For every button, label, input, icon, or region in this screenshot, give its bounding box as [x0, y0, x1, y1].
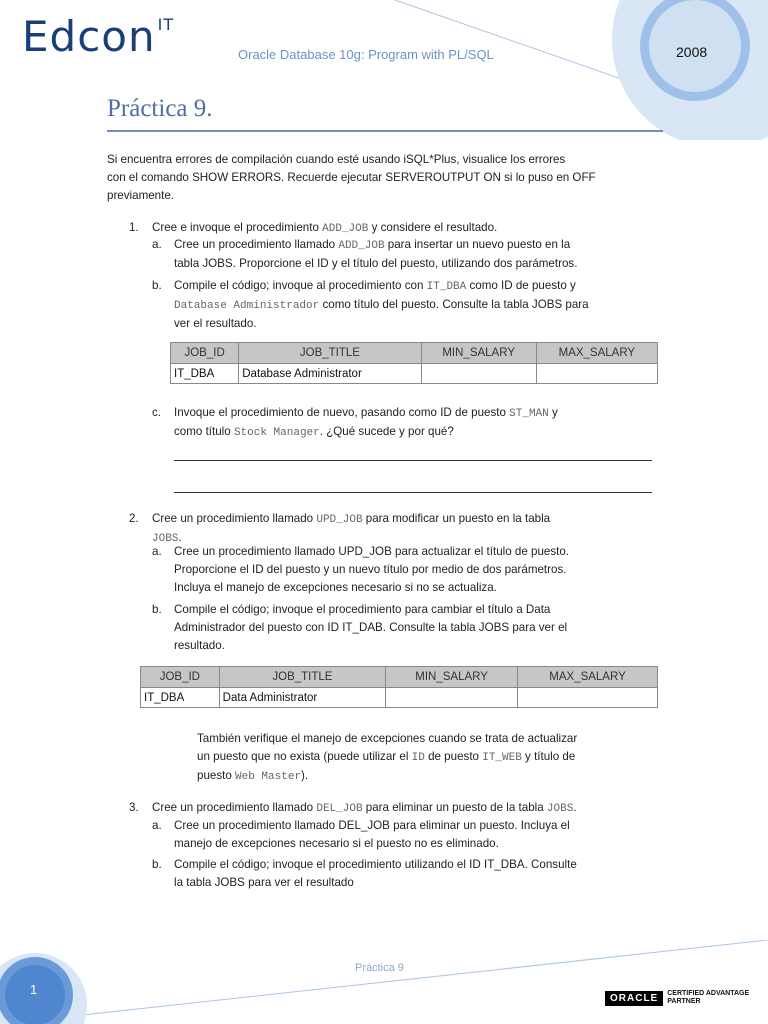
- text: de puesto: [424, 750, 483, 763]
- text: y título de: [521, 750, 576, 763]
- line: Administrador del puesto con ID IT_DAB. Consulte la tabla JOBS para ver el: [174, 621, 568, 634]
- col-job-id: JOB_ID: [171, 343, 239, 364]
- cell: [536, 364, 657, 384]
- text: para modificar un puesto en la tabla: [362, 512, 551, 525]
- intro-line: Si encuentra errores de compilación cuando esté usando iSQL*Plus, visualice los errores: [107, 153, 566, 166]
- line: [174, 404, 664, 423]
- item1b-label: b.: [152, 279, 162, 292]
- item2-note: [197, 730, 667, 786]
- logo-super: IT: [157, 15, 175, 34]
- jobs-table-2: [140, 666, 658, 708]
- text: Invoque el procedimiento de nuevo, pasando como ID de puesto: [174, 406, 510, 419]
- col-max-salary: MAX_SALARY: [536, 343, 657, 364]
- item3b-label: b.: [152, 858, 162, 871]
- code: Web Master: [235, 771, 302, 783]
- table-row: [141, 688, 658, 708]
- line: [174, 277, 664, 296]
- code: ST_MAN: [509, 408, 549, 420]
- cell: [421, 364, 536, 384]
- code: Database Administrador: [174, 300, 320, 312]
- code: JOBS: [152, 533, 179, 545]
- line: También verifique el manejo de excepciones cuando se trata de actualizar: [197, 732, 578, 745]
- line: [174, 423, 664, 442]
- text: . ¿Qué sucede y por qué?: [319, 425, 454, 438]
- text: como ID de puesto y: [466, 279, 576, 292]
- line: la tabla JOBS para ver el resultado: [174, 876, 354, 889]
- code: ID: [411, 752, 425, 764]
- header-subtitle: Oracle Database 10g: Program with PL/SQL: [238, 47, 494, 62]
- partner-text: [667, 990, 749, 1006]
- answer-line: [174, 492, 652, 493]
- item3a-label: a.: [152, 819, 162, 832]
- item1c-label: c.: [152, 406, 162, 419]
- jobs-table-1: [170, 342, 658, 384]
- table-header-row: [171, 343, 658, 364]
- page-title: Práctica 9.: [107, 95, 213, 122]
- line: ver el resultado.: [174, 317, 257, 330]
- item3-heading: [152, 799, 662, 818]
- text: Cree un procedimiento llamado: [152, 801, 317, 814]
- line: Compile el código; invoque el procedimiento para cambiar el título a Data: [174, 603, 551, 616]
- item2-number: 2.: [129, 512, 139, 525]
- intro-line: previamente.: [107, 189, 175, 202]
- item1c-text: [174, 404, 664, 442]
- text: ).: [301, 769, 309, 782]
- line: manejo de excepciones necesario si el puesto no es eliminado.: [174, 837, 499, 850]
- item2a-label: a.: [152, 545, 162, 558]
- oracle-partner-logo: [605, 990, 749, 1006]
- code: JOBS: [546, 803, 574, 815]
- cell: [518, 688, 658, 708]
- cell: IT_DBA: [171, 364, 239, 384]
- code: UPD_JOB: [316, 514, 363, 526]
- line: [197, 767, 667, 786]
- line: [152, 510, 662, 529]
- text: puesto: [197, 769, 236, 782]
- text: para insertar un nuevo puesto en la: [384, 238, 571, 251]
- cell: Database Administrator: [239, 364, 421, 384]
- line: Compile el código; invoque el procedimiento utilizando el ID IT_DBA. Consulte: [174, 858, 577, 871]
- text: Cree un procedimiento llamado: [174, 238, 339, 251]
- partner-line: CERTIFIED ADVANTAGE: [667, 990, 750, 997]
- line: Cree un procedimiento llamado UPD_JOB para actualizar el título de puesto.: [174, 545, 570, 558]
- page-number: 1: [30, 982, 38, 997]
- code: ADD_JOB: [322, 223, 369, 235]
- text: como título: [174, 425, 234, 438]
- table-header-row: [141, 667, 658, 688]
- intro-paragraph: [107, 151, 667, 205]
- answer-line: [174, 460, 652, 461]
- line: [174, 236, 664, 255]
- text: .: [178, 531, 182, 544]
- intro-line: con el comando SHOW ERRORS. Recuerde ejecutar SERVEROUTPUT ON si lo puso en OFF: [107, 171, 596, 184]
- table-row: [171, 364, 658, 384]
- line: tabla JOBS. Proporcione el ID y el título del puesto, utilizando dos parámetros.: [174, 257, 578, 270]
- item1a-text: [174, 236, 664, 273]
- line: Cree un procedimiento llamado DEL_JOB para eliminar un puesto. Incluya el: [174, 819, 570, 832]
- code: IT_DBA: [426, 281, 467, 293]
- logo-text: Edcon: [22, 12, 156, 61]
- footer-decoration: [0, 940, 768, 1024]
- code: DEL_JOB: [316, 803, 363, 815]
- code: Stock Manager: [233, 427, 320, 439]
- line: resultado.: [174, 639, 225, 652]
- text: y: [548, 406, 558, 419]
- col-min-salary: MIN_SALARY: [421, 343, 536, 364]
- code: IT_WEB: [482, 752, 522, 764]
- cell: IT_DBA: [141, 688, 220, 708]
- edcon-logo: [22, 12, 175, 61]
- item3-number: 3.: [129, 801, 139, 814]
- item1-number: 1.: [129, 221, 139, 234]
- line: Proporcione el ID del puesto y un nuevo título por medio de dos parámetros.: [174, 563, 567, 576]
- partner-line: PARTNER: [667, 998, 701, 1005]
- text: para eliminar un puesto de la tabla: [362, 801, 547, 814]
- item1b-text: [174, 277, 664, 333]
- item2b-text: [174, 601, 664, 655]
- text: y considere el resultado.: [368, 221, 498, 234]
- oracle-brand: ORACLE: [605, 991, 663, 1006]
- code: ADD_JOB: [338, 240, 385, 252]
- cell: Data Administrator: [219, 688, 386, 708]
- col-job-title: JOB_TITLE: [239, 343, 421, 364]
- line: Incluya el manejo de excepciones necesario si no se actualiza.: [174, 581, 497, 594]
- item2a-text: [174, 543, 664, 597]
- text: Compile el código; invoque al procedimiento con: [174, 279, 427, 292]
- title-rule: [107, 130, 663, 132]
- line: [174, 296, 664, 315]
- text: como título del puesto. Consulte la tabla JOBS para: [319, 298, 589, 311]
- line: [197, 748, 667, 767]
- text: Cree un procedimiento llamado: [152, 512, 317, 525]
- item3a-text: [174, 817, 664, 853]
- item3b-text: [174, 856, 664, 892]
- col-job-id: JOB_ID: [141, 667, 220, 688]
- col-min-salary: MIN_SALARY: [386, 667, 518, 688]
- text: un puesto que no exista (puede utilizar el: [197, 750, 412, 763]
- col-job-title: JOB_TITLE: [219, 667, 386, 688]
- cell: [386, 688, 518, 708]
- header-year: 2008: [676, 44, 708, 60]
- text: Cree e invoque el procedimiento: [152, 221, 323, 234]
- footer-label: Práctica 9: [355, 962, 404, 974]
- col-max-salary: MAX_SALARY: [518, 667, 658, 688]
- text: .: [573, 801, 577, 814]
- item1a-label: a.: [152, 238, 162, 251]
- item2b-label: b.: [152, 603, 162, 616]
